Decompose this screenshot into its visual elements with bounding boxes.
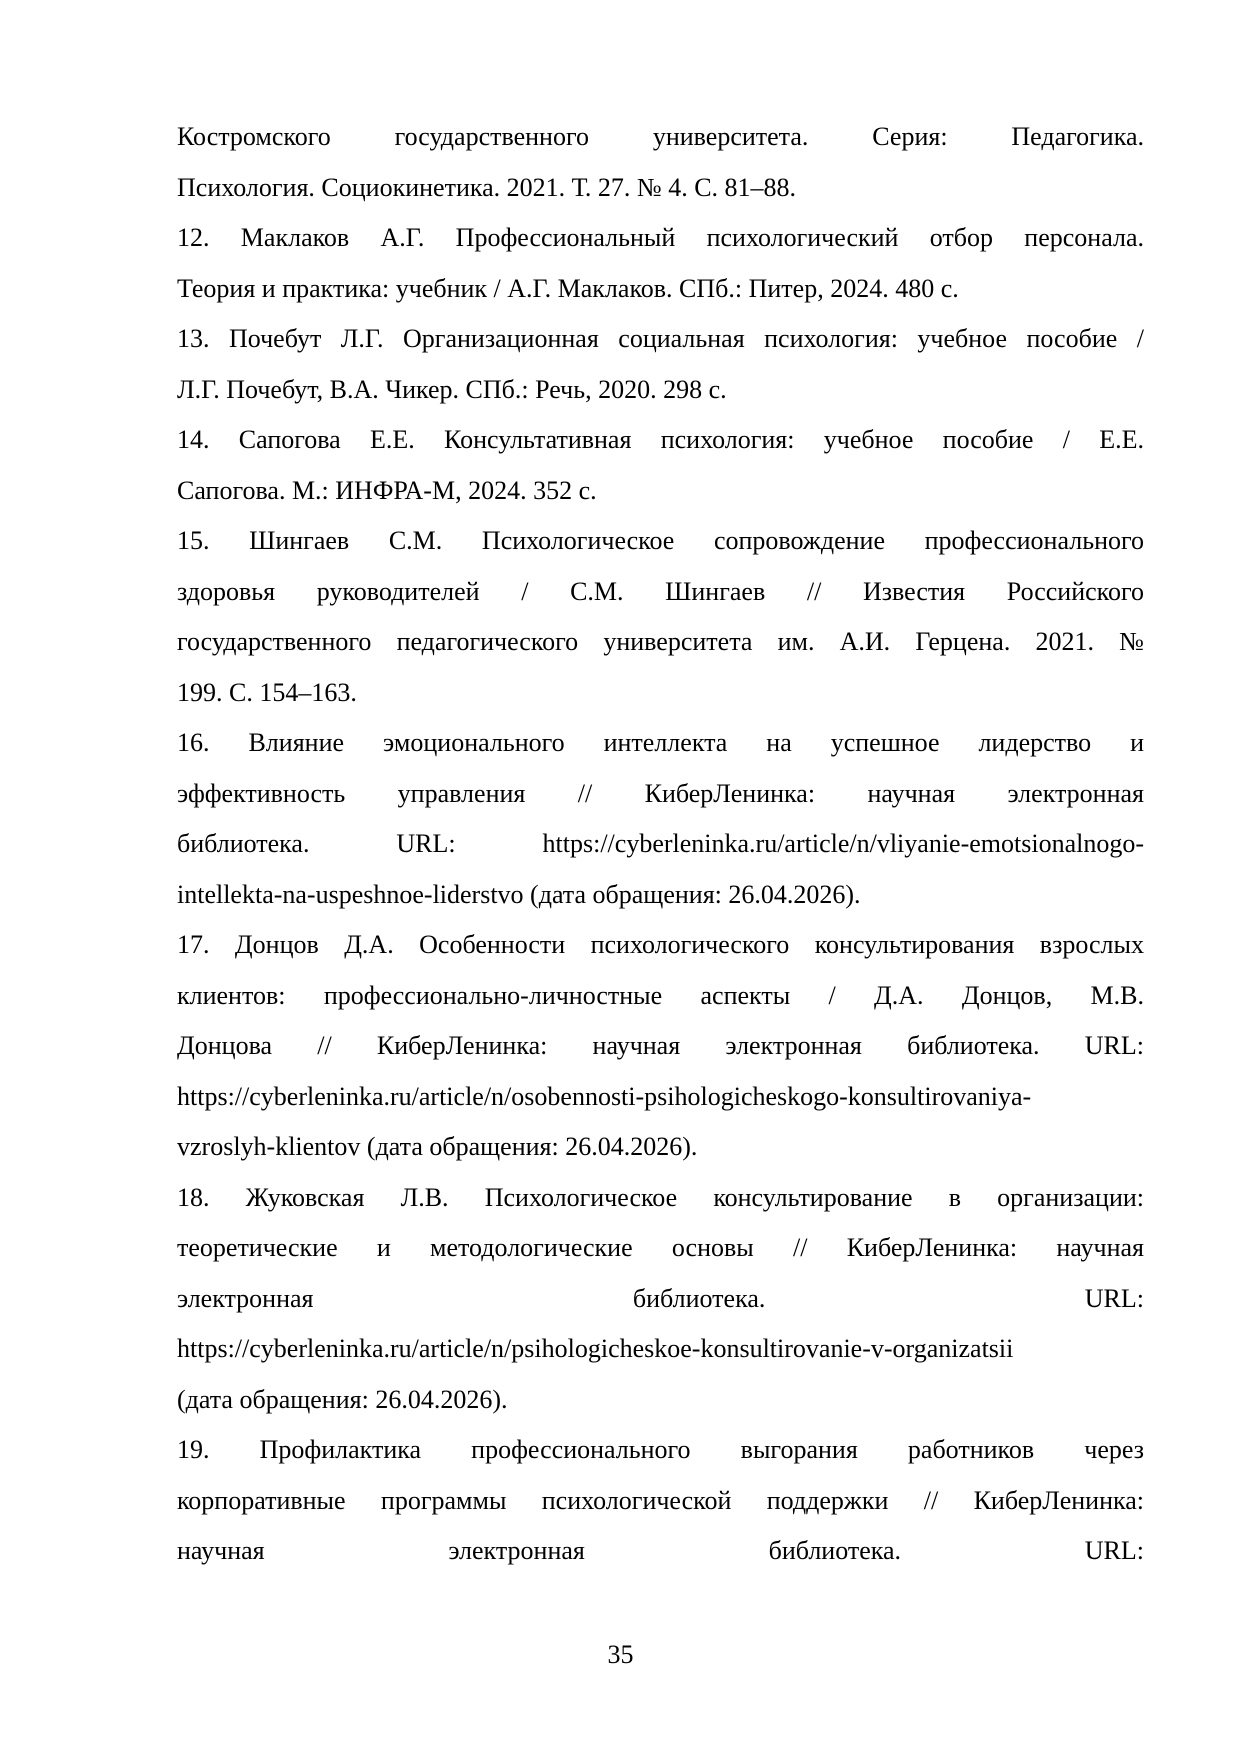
text-line: (дата обращения: 26.04.2026). <box>177 1384 508 1414</box>
text-line: 199. С. 154–163. <box>177 677 357 707</box>
text-line: 12. Маклаков А.Г. Профессиональный психологический отбор персонала. <box>177 223 1144 252</box>
text-line: vzroslyh-klientov (дата обращения: 26.04.2026). <box>177 1132 698 1161</box>
text-line: корпоративные программы психологической поддержки // КиберЛенинка: <box>177 1485 1144 1515</box>
text-line: государственного педагогического университета им. А.И. Герцена. 2021. № <box>177 627 1144 656</box>
reference-entry-16 <box>177 718 1144 920</box>
reference-entry-15 <box>177 516 1144 718</box>
reference-entry-19 <box>177 1425 1144 1577</box>
reference-entry-14 <box>177 415 1144 516</box>
text-line: клиентов: профессионально-личностные аспекты / Д.А. Донцов, М.В. <box>177 980 1144 1010</box>
text-line: здоровья руководителей / С.М. Шингаев // Известия Российского <box>177 576 1144 606</box>
text-line: Донцова // КиберЛенинка: научная электронная библиотека. URL: <box>177 1031 1144 1060</box>
reference-entry-18 <box>177 1173 1144 1426</box>
text-line: 16. Влияние эмоционального интеллекта на успешное лидерство и <box>177 728 1144 757</box>
text-line: intellekta-na-uspeshnoe-liderstvo (дата обращения: 26.04.2026). <box>177 879 861 909</box>
text-line: теоретические и методологические основы // КиберЛенинка: научная <box>177 1233 1144 1262</box>
text-line: эффективность управления // КиберЛенинка: научная электронная <box>177 778 1144 808</box>
text-line: Сапогова. М.: ИНФРА-М, 2024. 352 с. <box>177 475 597 505</box>
reference-entry-13 <box>177 314 1144 415</box>
text-line: Психология. Социокинетика. 2021. Т. 27. № 4. С. 81–88. <box>177 172 797 202</box>
text-line: 18. Жуковская Л.В. Психологическое консультирование в организации: <box>177 1182 1144 1212</box>
text-line: электронная библиотека. URL: <box>177 1283 1144 1313</box>
text-line: библиотека. URL: https://cyberleninka.ru/article/n/vliyanie-emotsionalnogo- <box>177 829 1144 858</box>
text-line: 15. Шингаев С.М. Психологическое сопровождение профессионального <box>177 526 1144 555</box>
reference-entry-17 <box>177 920 1144 1173</box>
text-line: https://cyberleninka.ru/article/n/psihologicheskoe-konsultirovanie-v-organizatsii <box>177 1334 1014 1363</box>
text-line: Л.Г. Почебут, В.А. Чикер. СПб.: Речь, 2020. 298 с. <box>177 374 727 404</box>
reference-entry-12 <box>177 213 1144 314</box>
text-line: Костромского государственного университета. Серия: Педагогика. <box>177 122 1144 151</box>
text-line: 14. Сапогова Е.Е. Консультативная психология: учебное пособие / Е.Е. <box>177 425 1144 454</box>
text-line: 19. Профилактика профессионального выгорания работников через <box>177 1435 1144 1464</box>
reference-entry-continued <box>177 112 1144 213</box>
text-line: 13. Почебут Л.Г. Организационная социальная психология: учебное пособие / <box>177 324 1144 353</box>
text-line: Теория и практика: учебник / А.Г. Маклаков. СПб.: Питер, 2024. 480 с. <box>177 273 959 303</box>
page-number: 35 <box>607 1640 634 1669</box>
text-line: научная электронная библиотека. URL: <box>177 1536 1144 1565</box>
bibliography-list <box>177 112 1144 1577</box>
text-line: 17. Донцов Д.А. Особенности психологического консультирования взрослых <box>177 930 1144 959</box>
text-line: https://cyberleninka.ru/article/n/osobennosti-psihologicheskogo-konsultirovaniya- <box>177 1081 1032 1111</box>
